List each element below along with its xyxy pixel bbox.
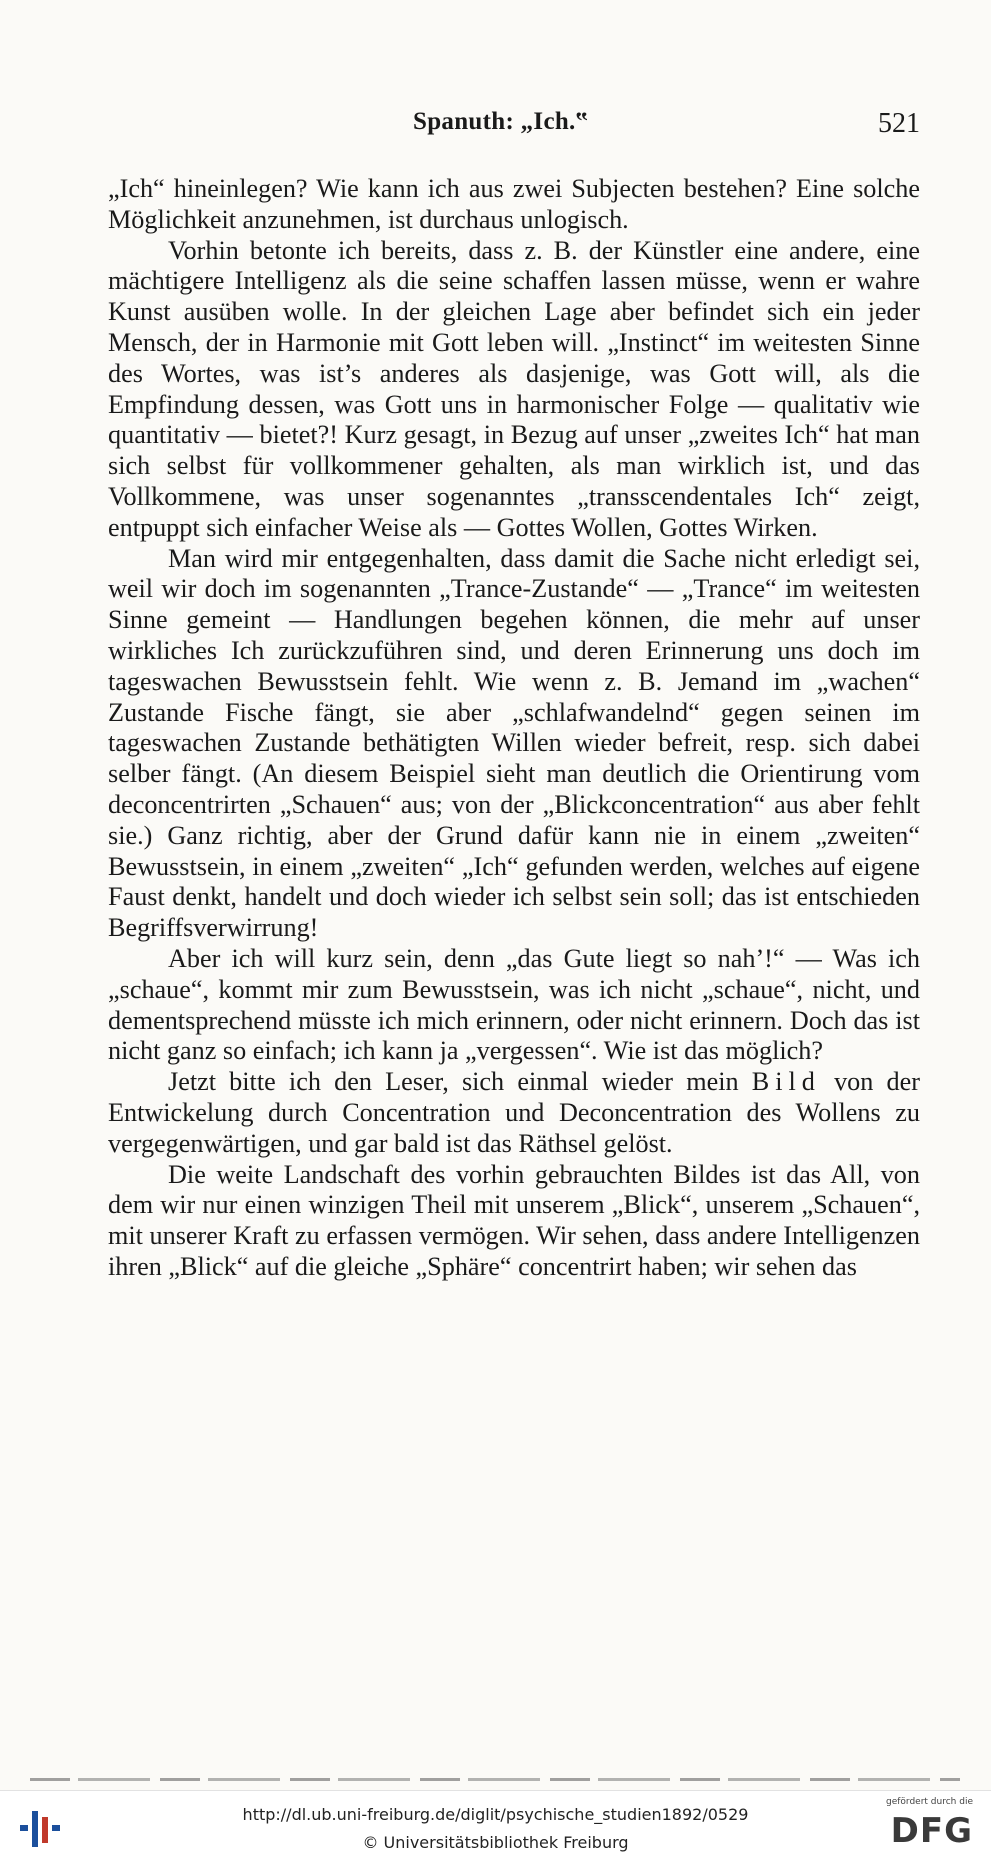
page-number: 521	[878, 108, 920, 139]
paragraph-2: Vorhin betonte ich bereits, dass z. B. der Künstler eine andere, eine mächtigere Intelligenz als die seine schaffen lassen müsse, wenn er wahre Kunst ausüben wolle. In der gleichen Lage aber befindet sich ein jeder Mensch, der in Harmonie mit Gott leben will. „Instinct“ im weitesten Sinne des Wortes, was ist’s anderes als dasjenige, was Gott will, als die Empfindung dessen, was Gott uns in harmonischer Folge — qualitativ wie quantitativ — bietet?! Kurz gesagt, in Bezug auf unser „zweites Ich“ hat man sich selbst für vollkommener gehalten, als man wirklich ist, und das Vollkommene, was unser sogenanntes „transscendentales Ich“ zeigt, entpuppt sich einfacher Weise als — Gottes Wollen, Gottes Wirken.	[108, 235, 920, 542]
spaced-word-bild: Bild	[751, 1067, 821, 1097]
page-header	[108, 108, 920, 148]
paragraph-5-rest: von der Entwickelung durch Concentration und Deconcentration des Wollens zu vergegenwärtigen, und gar bald ist das Räthsel gelöst.	[108, 1067, 920, 1158]
dfg-tagline: gefördert durch die	[886, 1797, 973, 1807]
paragraph-5	[108, 1067, 920, 1159]
source-url-link[interactable]: http://dl.ub.uni-freiburg.de/diglit/psychische_studien1892/0529	[242, 1805, 749, 1824]
scan-edge-rule	[30, 1778, 960, 1781]
dfg-logo	[881, 1797, 973, 1859]
paragraph-1: „Ich“ hineinlegen? Wie kann ich aus zwei Subjecten bestehen? Eine solche Möglichkeit anzunehmen, ist durchaus unlogisch.	[108, 174, 920, 234]
viewer-footer	[0, 1790, 991, 1863]
body-text	[108, 174, 920, 1283]
paragraph-5-lead: Jetzt bitte ich den Leser, sich einmal wieder mein	[168, 1067, 752, 1097]
copyright-notice: © Universitätsbibliothek Freiburg	[362, 1833, 629, 1852]
paragraph-6: Die weite Landschaft des vorhin gebrauchten Bildes ist das All, von dem wir nur einen winzigen Theil mit unserem „Blick“, unserem „Schauen“, mit unserer Kraft zu erfassen vermögen. Wir sehen, dass andere Intelligenzen ihren „Blick“ auf die gleiche „Sphäre“ concentrirt haben; wir sehen das	[108, 1159, 920, 1281]
running-title: Spanuth: „Ich.‟	[413, 108, 589, 135]
paragraph-4: Aber ich will kurz sein, denn „das Gute liegt so nah’!“ — Was ich „schaue“, kommt mir zum Bewusstsein, was ich nicht „schaue“, nicht, und dementsprechend müsste ich mich erinnern, oder nicht erinnern. Doch das ist nicht ganz so einfach; ich kann ja „vergessen“. Wie ist das möglich?	[108, 943, 920, 1066]
dfg-wordmark: DFG	[890, 1811, 973, 1851]
paragraph-3: Man wird mir entgegenhalten, dass damit die Sache nicht erledigt sei, weil wir doch im sogenannten „Trance-Zustande“ — „Trance“ im weitesten Sinne gemeint — Handlungen begehen können, die mehr auf unser wirkliches Ich zurückzuführen sind, und deren Erinnerung uns doch im tageswachen Bewusstsein fehlt. Wie wenn z. B. Jemand im „wachen“ Zustande Fische fängt, sie aber „schlafwandelnd“ gegen seinen im tageswachen Zustande bethätigten Willen wieder befreit, resp. sich dabei selber fängt. (An diesem Beispiel sieht man deutlich die Orientirung vom deconcentrirten „Schauen“ aus; von der „Blickconcentration“ aus aber fehlt sie.) Ganz richtig, aber der Grund dafür kann nie in einem „zweiten“ Bewusstsein, in einem „zweiten“ „Ich“ gefunden werden, welches auf eigene Faust denkt, handelt und doch wieder ich selbst sein soll; das ist entschieden Begriffsverwirrung!	[108, 543, 920, 943]
